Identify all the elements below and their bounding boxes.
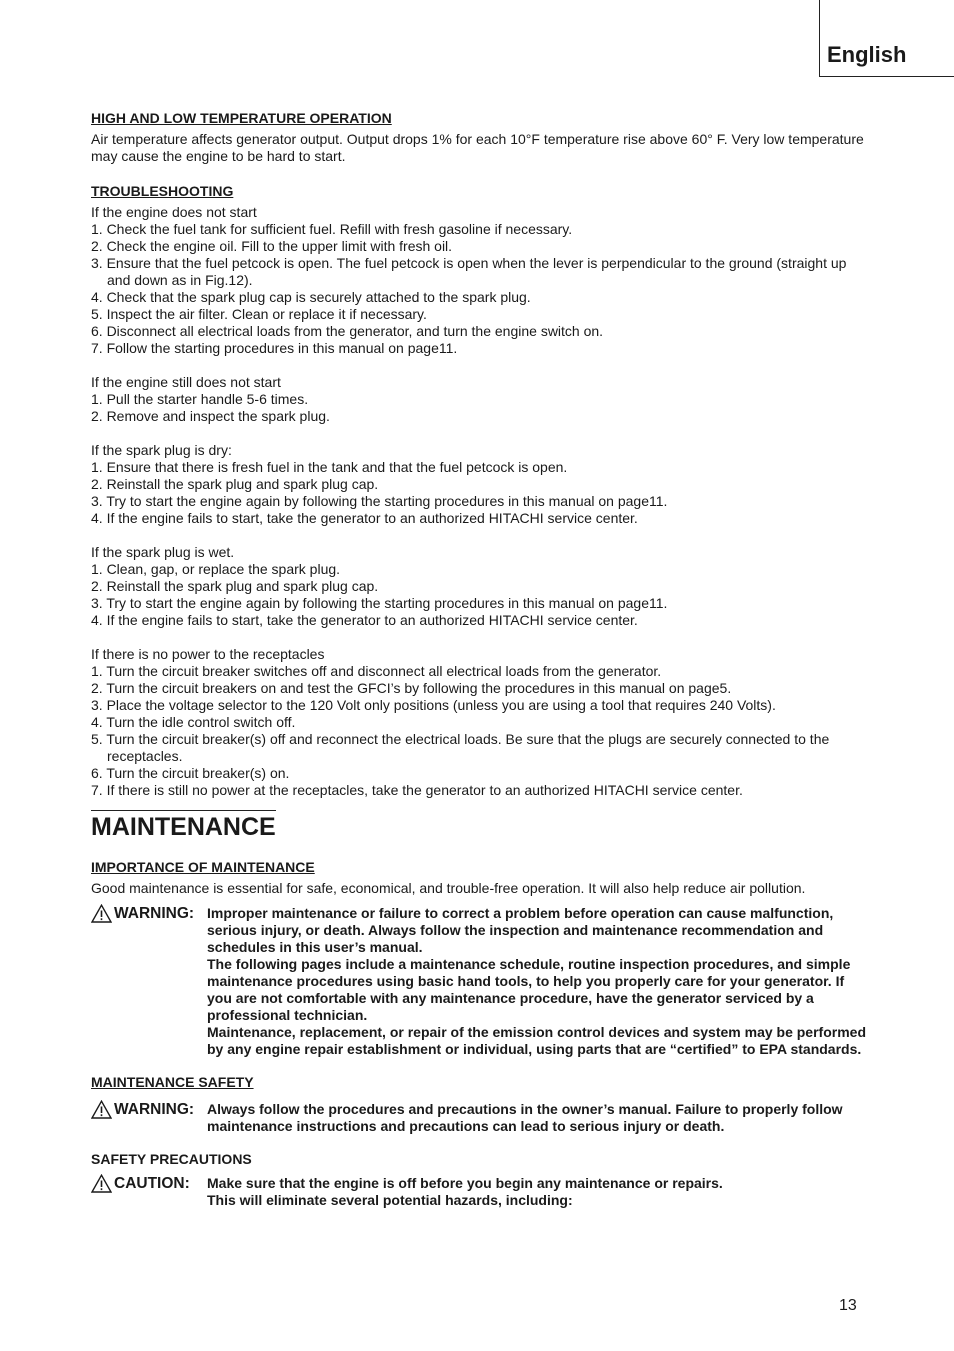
trouble-group-plug-dry — [91, 442, 866, 527]
warning-text: Improper maintenance or failure to correct a problem before operation can cause malfunction, serious injury, or death. Always follow the inspection and maintenance recommendation and schedules in this user’s manual. — [207, 905, 834, 955]
list-item: 7. If there is still no power at the receptacles, take the generator to an authorized HITACHI service center. — [91, 782, 743, 798]
language-tab — [819, 0, 954, 77]
list-item: 3. Ensure that the fuel petcock is open. The fuel petcock is open when the lever is perpendicular to the ground (straight up and down as in Fig.12). — [91, 255, 847, 288]
list-item: 3. Place the voltage selector to the 120 Volt only positions (unless you are using a tool that requires 240 Volts). — [91, 697, 776, 713]
trouble-group-no-power — [91, 646, 866, 799]
group-intro: If the spark plug is dry: — [91, 442, 232, 458]
troubleshooting-heading: TROUBLESHOOTING — [91, 183, 234, 199]
list-item: 1. Pull the starter handle 5-6 times. — [91, 391, 309, 407]
list-item: 1. Ensure that there is fresh fuel in the tank and that the fuel petcock is open. — [91, 459, 568, 475]
high-low-temp-section — [91, 110, 866, 165]
caution-triangle-icon — [91, 1174, 112, 1193]
list-item: 1. Turn the circuit breaker switches off and disconnect all electrical loads from the generator. — [91, 663, 662, 679]
warning-label: WARNING: — [114, 1101, 195, 1118]
list-item: 6. Turn the circuit breaker(s) on. — [91, 765, 290, 781]
safety-warning — [91, 1101, 866, 1135]
list-item: 2. Reinstall the spark plug and spark plug cap. — [91, 476, 379, 492]
trouble-group-still-no-start — [91, 374, 866, 425]
maintenance-safety-heading: MAINTENANCE SAFETY — [91, 1074, 254, 1090]
list-item: 2. Remove and inspect the spark plug. — [91, 408, 330, 424]
page-number: 13 — [839, 1297, 857, 1314]
importance-section — [91, 859, 866, 1058]
list-item: 5. Turn the circuit breaker(s) off and reconnect the electrical loads. Be sure that the plugs are securely connected to the receptacles. — [91, 731, 830, 764]
list-item: 4. If the engine fails to start, take the generator to an authorized HITACHI service center. — [91, 510, 638, 526]
high-low-temp-text: Air temperature affects generator output. Output drops 1% for each 10°F temperature rise above 60° F. Very low temperature may cause the engine to be hard to start. — [91, 131, 864, 164]
trouble-group-no-start — [91, 204, 866, 357]
warning-text: The following pages include a maintenance schedule, routine inspection procedures, and simple maintenance procedures using basic hand tools, to help you properly care for your generator. If you are not comfortable with any maintenance procedure, have the generator serviced by a professional technician. — [207, 956, 851, 1023]
list-item: 5. Inspect the air filter. Clean or replace it if necessary. — [91, 306, 427, 322]
safety-precautions-heading: SAFETY PRECAUTIONS — [91, 1151, 252, 1167]
trouble-group-plug-wet — [91, 544, 866, 629]
importance-text: Good maintenance is essential for safe, economical, and trouble-free operation. It will also help reduce air pollution. — [91, 880, 806, 896]
precaution-caution — [91, 1175, 866, 1209]
maintenance-title: MAINTENANCE — [91, 810, 276, 841]
warning-text: Maintenance, replacement, or repair of the emission control devices and system may be performed by any engine repair establishment or individual, using parts that are “certified” to EPA standards. — [207, 1024, 866, 1057]
group-intro: If the engine still does not start — [91, 374, 281, 390]
warning-label: WARNING: — [114, 905, 195, 922]
high-low-temp-heading: HIGH AND LOW TEMPERATURE OPERATION — [91, 110, 392, 126]
list-item: 6. Disconnect all electrical loads from the generator, and turn the engine switch on. — [91, 323, 604, 339]
group-intro: If the spark plug is wet. — [91, 544, 235, 560]
warning-triangle-icon — [91, 1100, 112, 1119]
warning-text: Always follow the procedures and precautions in the owner’s manual. Failure to properly follow maintenance instructions and precautions can lead to serious injury or death. — [207, 1101, 843, 1134]
caution-text: This will eliminate several potential hazards, including: — [207, 1192, 573, 1208]
list-item: 7. Follow the starting procedures in this manual on page11. — [91, 340, 458, 356]
list-item: 2. Check the engine oil. Fill to the upper limit with fresh oil. — [91, 238, 453, 254]
caution-text: Make sure that the engine is off before you begin any maintenance or repairs. — [207, 1175, 723, 1191]
list-item: 4. Check that the spark plug cap is securely attached to the spark plug. — [91, 289, 531, 305]
group-intro: If there is no power to the receptacles — [91, 646, 325, 662]
importance-heading: IMPORTANCE OF MAINTENANCE — [91, 859, 315, 875]
troubleshooting-section — [91, 183, 866, 799]
safety-precautions-section — [91, 1151, 866, 1209]
list-item: 4. If the engine fails to start, take the generator to an authorized HITACHI service center. — [91, 612, 638, 628]
list-item: 2. Reinstall the spark plug and spark plug cap. — [91, 578, 379, 594]
list-item: 4. Turn the idle control switch off. — [91, 714, 296, 730]
group-intro: If the engine does not start — [91, 204, 257, 220]
list-item: 1. Check the fuel tank for sufficient fuel. Refill with fresh gasoline if necessary. — [91, 221, 573, 237]
list-item: 3. Try to start the engine again by following the starting procedures in this manual on page11. — [91, 595, 668, 611]
maintenance-safety-section — [91, 1074, 866, 1135]
warning-triangle-icon — [91, 904, 112, 923]
page-content — [91, 110, 866, 1221]
importance-warning — [91, 905, 866, 1058]
list-item: 3. Try to start the engine again by following the starting procedures in this manual on page11. — [91, 493, 668, 509]
language-label: English — [827, 42, 907, 67]
list-item: 1. Clean, gap, or replace the spark plug. — [91, 561, 341, 577]
list-item: 2. Turn the circuit breakers on and test the GFCI’s by following the procedures in this manual on page5. — [91, 680, 732, 696]
caution-label: CAUTION: — [114, 1175, 190, 1192]
